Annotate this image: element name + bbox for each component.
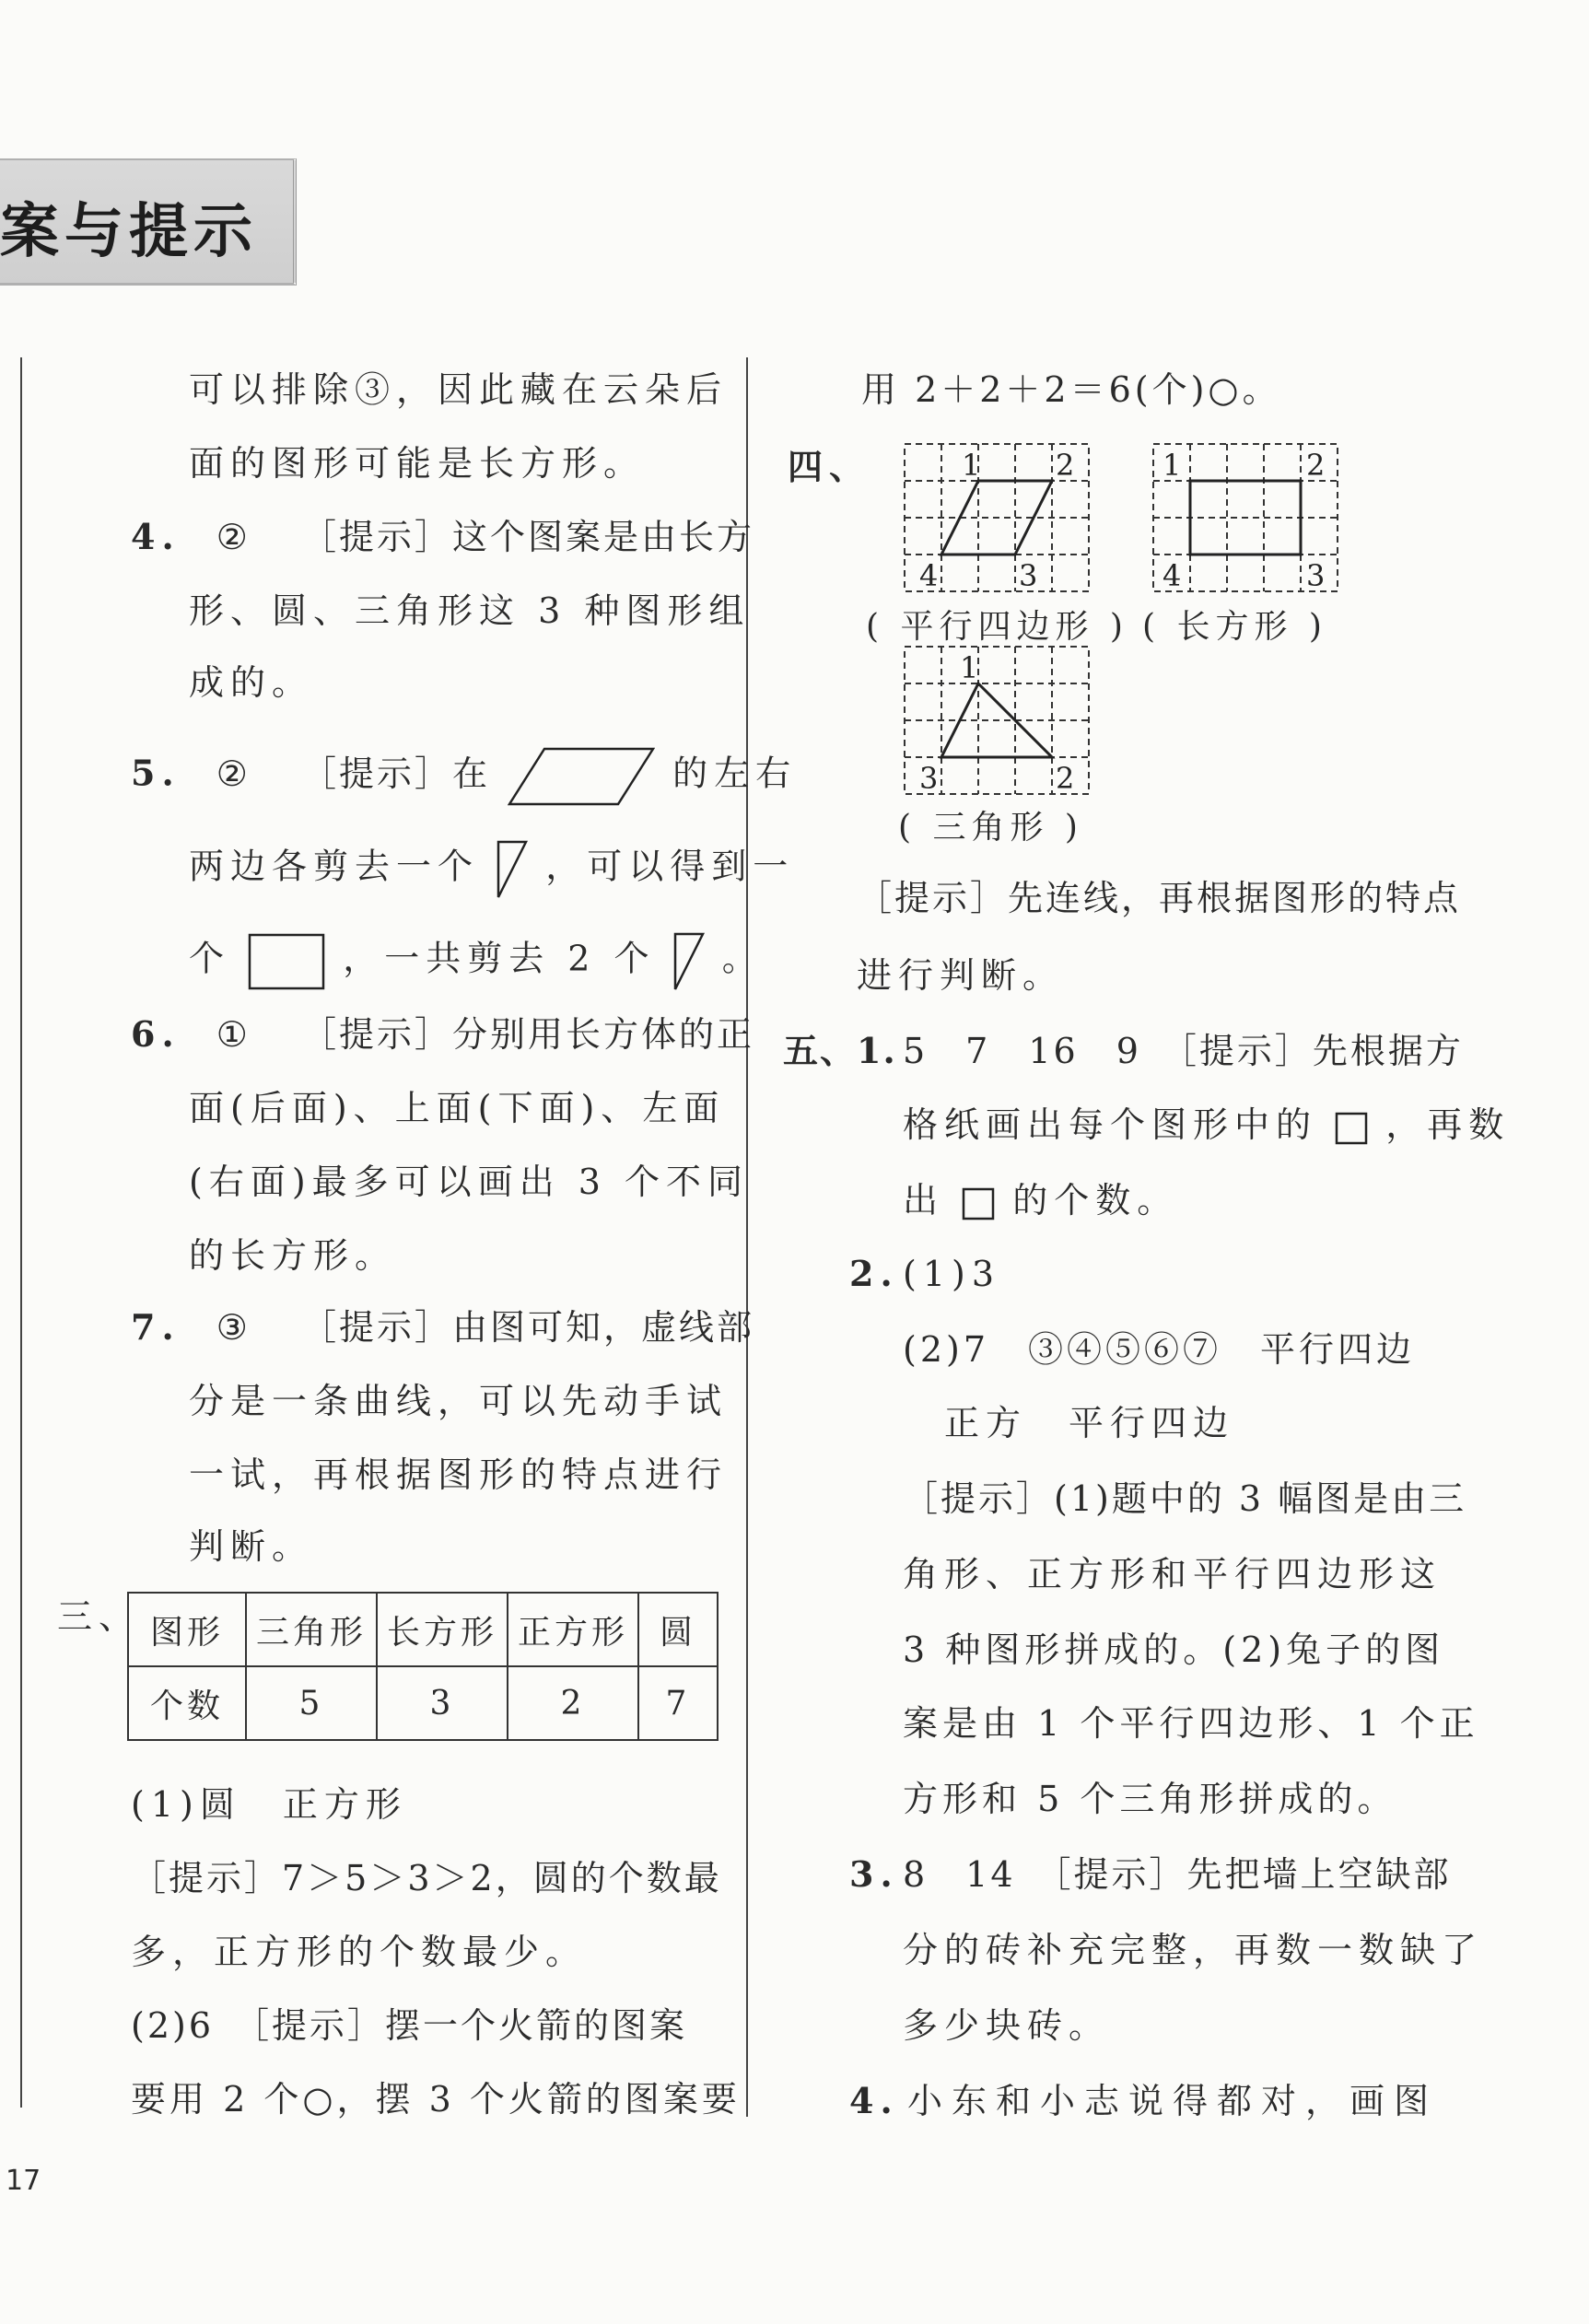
s5-q2-number: 2. xyxy=(849,1253,899,1294)
grid-label: 4 xyxy=(919,558,939,593)
q5-line3-a: 个 xyxy=(189,938,231,979)
right-line-0: 用 2＋2＋2＝6(个)○。 xyxy=(861,369,1281,410)
grid-label: 1 xyxy=(1163,448,1182,483)
q7-line-4: 判断。 xyxy=(189,1526,314,1567)
grid-label: 2 xyxy=(1306,448,1326,483)
s5-q2-hint-1: ［提示］(1)题中的 3 幅图是由三 xyxy=(903,1478,1467,1519)
s5-q2-part-3: 正方 平行四边 xyxy=(944,1403,1235,1443)
q6-line-3: (右面)最多可以画出 3 个不同 xyxy=(189,1162,749,1202)
q5-answer: ② xyxy=(216,753,254,794)
table-row-label: 个数 xyxy=(128,1666,246,1740)
q6-hint: ［提示］分别用长方体的正 xyxy=(300,1014,754,1055)
q5-hint: ［提示］在 xyxy=(300,753,490,794)
s5-q3-number: 3. xyxy=(849,1853,899,1895)
grid-label: 3 xyxy=(1019,558,1038,593)
grid-figure-parallelogram xyxy=(903,442,1096,599)
grid-label: 1 xyxy=(960,650,979,685)
header-title: 案与提示 xyxy=(0,198,258,266)
q5-line3-c: 。 xyxy=(721,938,764,979)
section-5-label: 五、1. xyxy=(783,1030,897,1071)
triangle-piece-icon xyxy=(673,932,705,991)
s3-hint-1: ［提示］7＞5＞3＞2，圆的个数最 xyxy=(131,1858,722,1898)
s5-q2-hint-5: 方形和 5 个三角形拼成的。 xyxy=(903,1779,1397,1819)
s3-answer-2: (2)6 ［提示］摆一个火箭的图案 xyxy=(131,2005,688,2046)
left-line-1: 可以排除③，因此藏在云朵后 xyxy=(189,369,729,410)
q4-line-3: 成的。 xyxy=(189,662,314,703)
q5-number: 5. xyxy=(131,752,181,794)
section-3-label: 三、 xyxy=(57,1596,141,1637)
s5-q1-line3-a: 出 xyxy=(903,1180,945,1220)
q7-hint: ［提示］由图可知，虚线部 xyxy=(300,1307,754,1348)
q5-text-b: 的左右 xyxy=(672,753,798,794)
grid-label: 1 xyxy=(962,448,981,483)
table-row xyxy=(128,1666,718,1740)
s5-q2-part-1: (1)3 xyxy=(903,1254,1001,1294)
table-cell: 3 xyxy=(377,1666,508,1740)
table-header-cell: 长方形 xyxy=(377,1593,508,1666)
table-header-cell: 图形 xyxy=(128,1593,246,1666)
q5-line-1 xyxy=(131,746,797,807)
s5-q3-line-3: 多少块砖。 xyxy=(903,2005,1111,2046)
left-line-2: 面的图形可能是长方形。 xyxy=(189,443,646,484)
s5-q1-line2-b: ，再数 xyxy=(1385,1104,1511,1145)
grid-label: 4 xyxy=(1163,558,1182,593)
q7-number: 7. xyxy=(131,1306,181,1348)
s5-q3-line-1: 8 14 ［提示］先把墙上空缺部 xyxy=(903,1854,1452,1895)
s5-q2-part-2: (2)7 ③④⑤⑥⑦ 平行四边 xyxy=(903,1329,1416,1370)
q5-line2-a: 两边各剪去一个 xyxy=(189,846,480,887)
square-icon xyxy=(1335,1112,1368,1145)
s5-q4-number: 4. xyxy=(849,2080,899,2121)
grid-label: 2 xyxy=(1056,761,1075,796)
grid-figure-rectangle xyxy=(1151,442,1345,599)
grid-figure-triangle xyxy=(903,645,1096,801)
page-number: 17 xyxy=(6,2165,41,2197)
q6-line-1 xyxy=(131,1013,754,1055)
grid-label: 3 xyxy=(1306,558,1326,593)
q5-line-3 xyxy=(189,932,764,991)
s5-q1-line-1: 5 7 16 9 ［提示］先根据方 xyxy=(903,1031,1464,1071)
table-cell: 7 xyxy=(638,1666,718,1740)
s4-hint-2: 进行判断。 xyxy=(857,955,1065,996)
grid-label: 2 xyxy=(1056,448,1075,483)
q7-line-3: 一试，再根据图形的特点进行 xyxy=(189,1454,729,1495)
table-header-row xyxy=(128,1593,718,1666)
square-icon xyxy=(962,1187,995,1220)
s5-q1-line2-a: 格纸画出每个图形中的 xyxy=(903,1104,1318,1145)
q6-number: 6. xyxy=(131,1013,181,1055)
s5-q2-hint-4: 案是由 1 个平行四边形、1 个正 xyxy=(903,1703,1479,1744)
caption-rectangle: ( 长方形 ) xyxy=(1142,608,1327,646)
table-cell: 5 xyxy=(246,1666,377,1740)
q5-line3-b: ，一共剪去 2 个 xyxy=(343,938,656,979)
s5-q1-line3-b: 的个数。 xyxy=(1012,1180,1179,1220)
s3-answer-1: (1)圆 正方形 xyxy=(131,1784,407,1825)
left-margin-rule xyxy=(20,357,22,2108)
q7-line-1 xyxy=(131,1306,754,1348)
s5-q2-hint-3: 3 种图形拼成的。(2)兔子的图 xyxy=(903,1629,1445,1670)
caption-triangle: ( 三角形 ) xyxy=(898,809,1083,847)
grid-label: 3 xyxy=(919,761,939,796)
q4-answer: ② xyxy=(216,517,254,557)
q6-line-4: 的长方形。 xyxy=(189,1235,397,1276)
s5-q1-line-2 xyxy=(903,1104,1511,1145)
parallelogram-icon xyxy=(508,746,655,807)
section-4-label: 四、 xyxy=(788,446,871,487)
caption-parallelogram: ( 平行四边形 ) xyxy=(866,608,1128,646)
q7-line-2: 分是一条曲线，可以先动手试 xyxy=(189,1381,729,1421)
q7-answer: ③ xyxy=(216,1307,254,1348)
q5-line-2 xyxy=(189,840,794,899)
table-header-cell: 圆 xyxy=(638,1593,718,1666)
q4-number: 4. xyxy=(131,516,181,557)
s5-q2-hint-2: 角形、正方形和平行四边形这 xyxy=(903,1554,1443,1594)
s5-q3-line-2: 分的砖补充完整，再数一数缺了 xyxy=(903,1930,1484,1970)
table-header-cell: 正方形 xyxy=(508,1593,638,1666)
s5-q4-line-1: 小东和小志说得都对，画图 xyxy=(907,2081,1439,2121)
table-header-cell: 三角形 xyxy=(246,1593,377,1666)
s3-hint-2: 多，正方形的个数最少。 xyxy=(131,1932,588,1972)
q4-hint: ［提示］这个图案是由长方 xyxy=(300,517,754,557)
q6-answer: ① xyxy=(216,1014,254,1055)
table-cell: 2 xyxy=(508,1666,638,1740)
q6-line-2: 面(后面)、上面(下面)、左面 xyxy=(189,1088,726,1128)
triangle-piece-icon xyxy=(497,840,528,899)
s4-hint-1: ［提示］先连线，再根据图形的特点 xyxy=(857,878,1462,918)
shape-count-table xyxy=(127,1592,719,1741)
rectangle-icon xyxy=(248,933,325,990)
s5-q1-line-3 xyxy=(903,1180,1179,1220)
q5-line2-b: ，可以得到一 xyxy=(545,846,795,887)
s3-answer-2b: 要用 2 个○，摆 3 个火箭的图案要 xyxy=(131,2079,741,2120)
q4-line-2: 形、圆、三角形这 3 种图形组 xyxy=(189,590,751,631)
q4-line-1 xyxy=(131,516,754,557)
